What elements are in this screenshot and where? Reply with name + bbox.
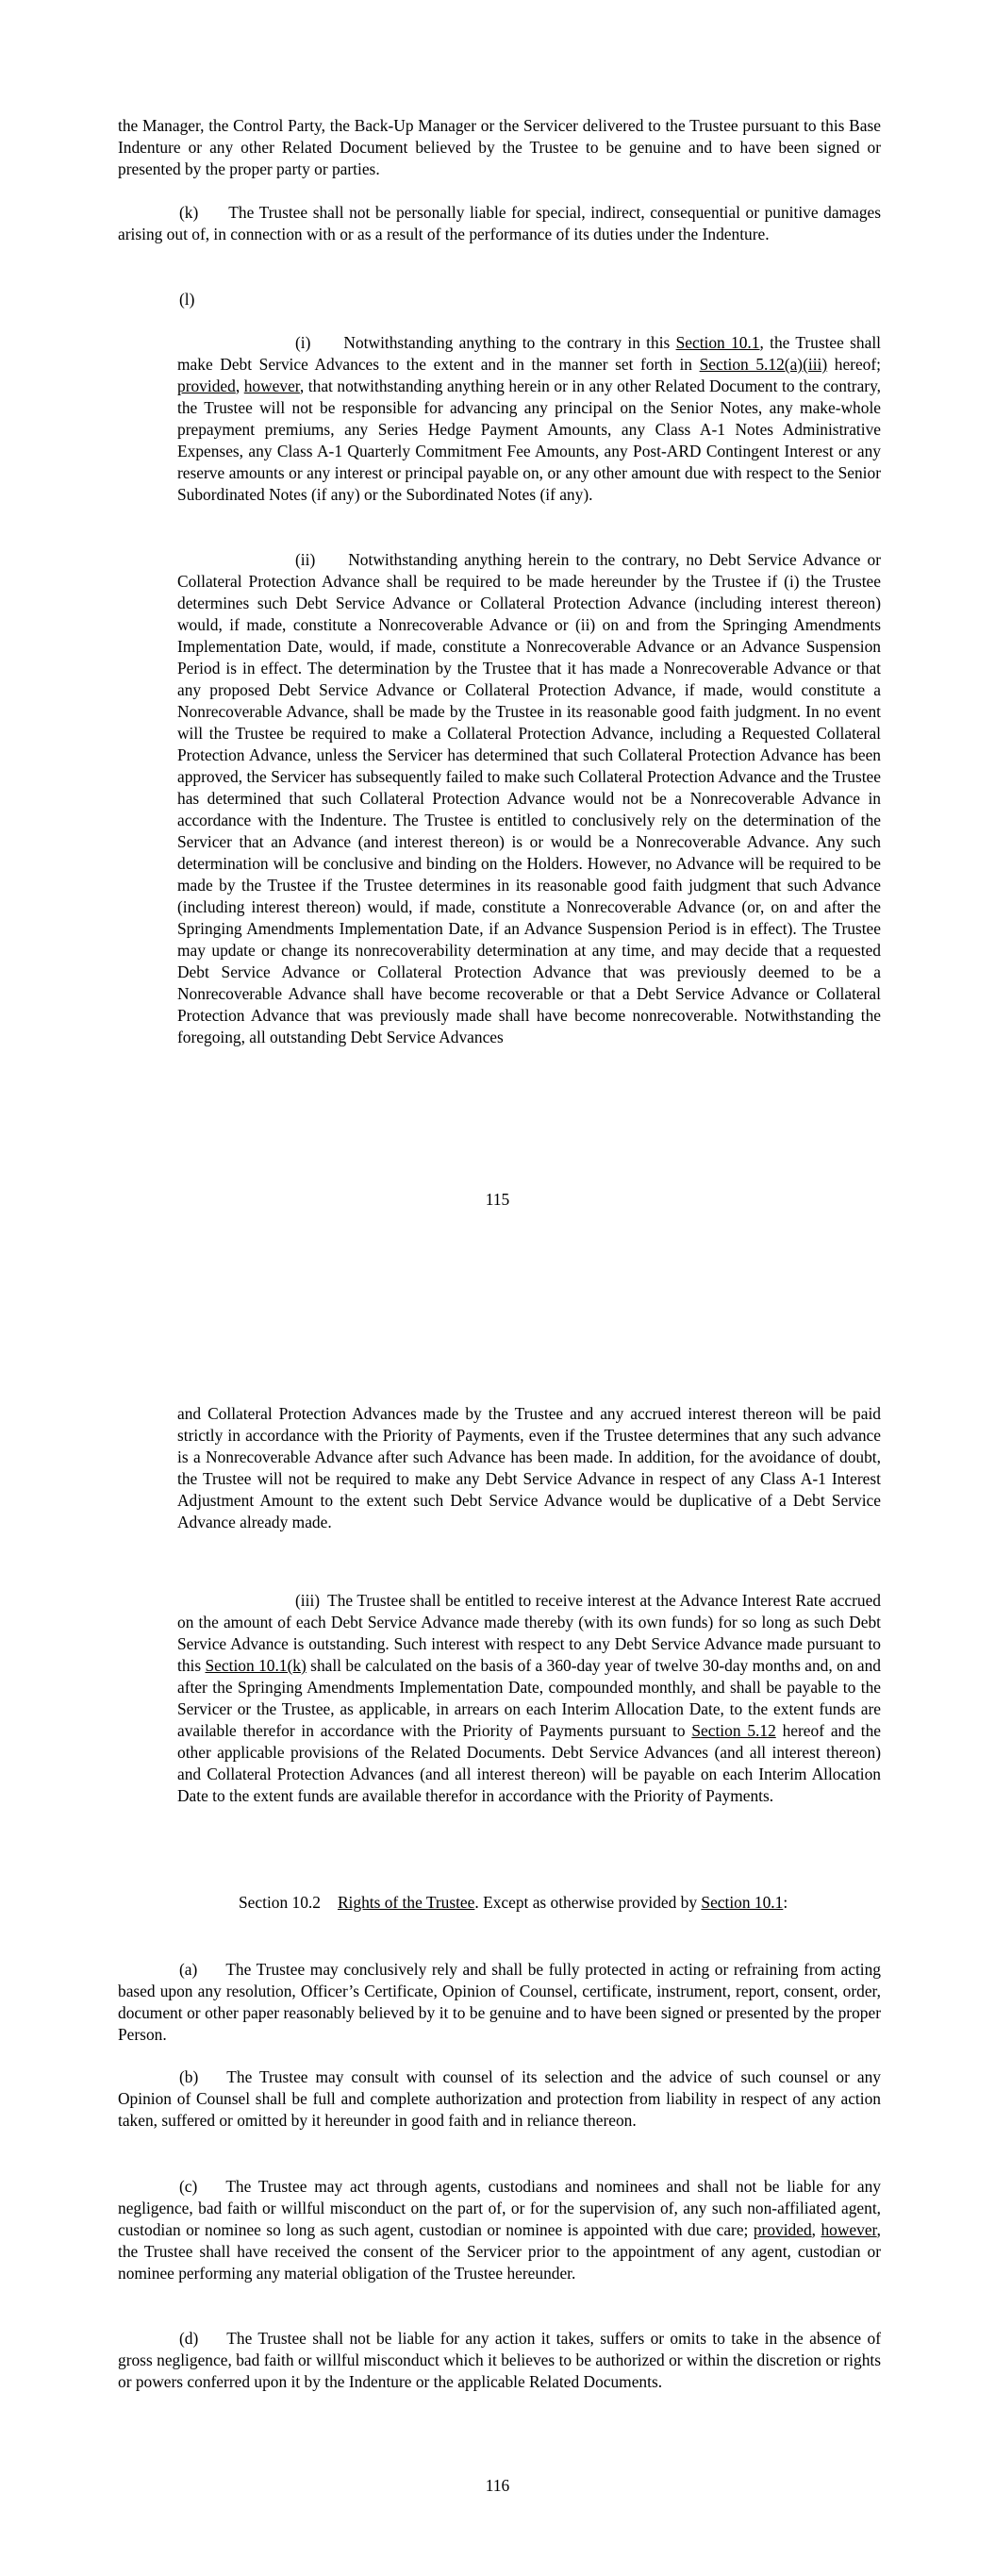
paragraph-l-iii: (iii) The Trustee shall be entitled to receive interest at the Advance Interest Rate accrued on the amount of each Debt Service Advance made thereby (with its own funds) for so long as such Debt Service Advance is outstanding. Such interest with respect to any Debt Service Advance made pursuant to this Section 10.1(k) shall be calculated on the basis of a 360-day year of twelve 30-day months and, on and after the Springing Amendments Implementation Date, compounded monthly, and shall be payable to the Servicer or the Trustee, as applicable, in arrears on each Interim Allocation Date, to the extent funds are available therefor in accordance with the Priority of Payments pursuant to Section 5.12 hereof and the other applicable provisions of the Related Documents. Debt Service Advances (and all interest thereon) and Collateral Protection Advances (and all interest thereon) will be payable on each Interim Allocation Date to the extent funds are available therefor in accordance with the Priority of Payments. (177, 1591, 882, 1805)
document-page-116 (0, 1288, 995, 2576)
clause-label-l-i: (i) (295, 333, 311, 352)
however-term: however (821, 2220, 877, 2239)
paragraph-l-ii (177, 549, 881, 1048)
however-term: however (243, 376, 300, 395)
section-title: Rights of the Trustee (337, 1893, 475, 1912)
paragraph-c: (c) The Trustee may act through agents, custodians and nominees and shall not be liable for any negligence, bad faith or willful misconduct on the part of, or for the supervision of, any such non-affiliated agent, custodian or nominee so long as such agent, custodian or nominee is appointed with due care; provided, however, the Trustee shall have received the consent of the Servicer prior to the appointment of any agent, custodian or nominee performing any material obligation of the Trustee hereunder. (118, 2177, 881, 2283)
paragraph-l-i: (i) Notwithstanding anything to the contrary in this Section 10.1, the Trustee shall make Debt Service Advances to the extent and in the manner set forth in Section 5.12(a)(iii) hereof; provided, however, that notwithstanding anything herein or in any other Related Document to the contrary, the Trustee will not be responsible for advancing any principal on the Senior Notes, any make-whole prepayment premiums, any Series Hedge Payment Amounts, any Class A-1 Notes Administrative Expenses, any Class A-1 Quarterly Commitment Fee Amounts, any Post-ARD Contingent Interest or any reserve amounts or any interest or principal payable on, or any other amount due with respect to the Senior Subordinated Notes (if any) or the Subordinated Notes (if any). (177, 333, 882, 504)
paragraph-continuation-116: and Collateral Protection Advances made by the Trustee and any accrued interest thereon will be paid strictly in accordance with the Priority of Payments, even if the Trustee determines that any such advance is a Nonrecoverable Advance after such Advance has been made. In addition, for the avoidance of doubt, the Trustee will not be required to make any Debt Service Advance in respect of any Class A-1 Interest Adjustment Amount to the extent such Debt Service Advance would be duplicative of a Debt Service Advance already made. (177, 1404, 881, 1531)
clause-label-a: (a) (179, 1960, 198, 1979)
paragraph-d (118, 2328, 881, 2393)
clause-label-c: (c) (179, 2177, 198, 2196)
paragraph-a (118, 1959, 881, 2046)
paragraph-continuation-115: the Manager, the Control Party, the Back-Up Manager or the Servicer delivered to the Trustee pursuant to this Base Indenture or any other Related Document believed by the Trustee to be genuine and to have been signed or presented by the proper party or parties. (118, 116, 881, 178)
clause-text-b: The Trustee may consult with counsel of its selection and the advice of such counsel or any Opinion of Counsel shall be full and complete authorization and protection from liability in respect of any action taken, suffered or omitted by it hereunder in good faith and in reliance thereon. (118, 2067, 881, 2130)
section-reference: Section 10.1(k) (205, 1656, 307, 1675)
clause-text-d: The Trustee shall not be liable for any action it takes, suffers or omits to take in the absence of gross negligence, bad faith or willful misconduct which it believes to be authorized or within the discretion or rights or powers conferred upon it by the Indenture or the applicable Related Documents. (118, 2329, 881, 2391)
clause-text-l-ii: Notwithstanding anything herein to the contrary, no Debt Service Advance or Collateral Protection Advance shall be required to be made hereunder by the Trustee if (i) the Trustee determines such Debt Service Advance or Collateral Protection Advance (including interest thereon) would, if made, constitute a Nonrecoverable Advance or (ii) on and from the Springing Amendments Implementation Date, would, if made, constitute a Nonrecoverable Advance or an Advance Suspension Period is in effect. The determination by the Trustee that it has made a Nonrecoverable Advance or that any proposed Debt Service Advance or Collateral Protection Advance, if made, would constitute a Nonrecoverable Advance, shall be made by the Trustee in its reasonable good faith judgment. In no event will the Trustee be required to make a Collateral Protection Advance, including a Requested Collateral Protection Advance, unless the Servicer has determined that such Collateral Protection Advance has been approved, the Servicer has subsequently failed to make such Collateral Protection Advance and the Trustee has determined that such Collateral Protection Advance would not be a Nonrecoverable Advance in accordance with the Indenture. The Trustee is entitled to conclusively rely on the determination of the Servicer that an Advance (and interest thereon) is or would be a Nonrecoverable Advance. Any such determination will be conclusive and binding on the Holders. However, no Advance will be required to be made by the Trustee if the Trustee determines in its reasonable good faith judgment that such Advance (including interest thereon) would, if made, constitute a Nonrecoverable Advance (or, on and after the Springing Amendments Implementation Date, if an Advance Suspension Period is in effect). The Trustee may update or change its nonrecoverability determination at any time, and may decide that a requested Debt Service Advance or Collateral Protection Advance that was previously deemed to be a Nonrecoverable Advance shall have become recoverable or that a Debt Service Advance or Collateral Protection Advance that was previously made shall have become nonrecoverable. Notwithstanding the foregoing, all outstanding Debt Service Advances (177, 550, 881, 1046)
clause-label-l: (l) (179, 290, 195, 309)
section-reference: Section 10.1 (701, 1893, 784, 1912)
provided-term: provided (753, 2220, 812, 2239)
clause-label-b: (b) (179, 2067, 199, 2086)
paragraph-k (118, 202, 881, 245)
section-reference: Section 10.1 (675, 333, 760, 352)
page-number: 115 (485, 1190, 510, 1209)
clause-label-l-iii: (iii) (295, 1591, 321, 1610)
provided-term: provided (177, 376, 236, 395)
paragraph-l (118, 289, 881, 310)
section-reference: Section 5.12(a)(iii) (699, 355, 828, 374)
paragraph-b (118, 2066, 881, 2132)
clause-label-l-ii: (ii) (295, 550, 316, 569)
clause-label-k: (k) (179, 203, 199, 222)
section-number: Section 10.2 (239, 1893, 321, 1912)
clause-label-d: (d) (179, 2329, 199, 2348)
section-10-2-heading: Section 10.2 Rights of the Trustee. Except as otherwise provided by Section 10.1: (239, 1893, 788, 1912)
clause-text-k: The Trustee shall not be personally liable for special, indirect, consequential or punitive damages arising out of, in connection with or as a result of the performance of its duties under the Indenture. (118, 203, 881, 243)
section-reference: Section 5.12 (691, 1721, 776, 1740)
clause-text-a: The Trustee may conclusively rely and shall be fully protected in acting or refraining from acting based upon any resolution, Officer’s Certificate, Opinion of Counsel, certificate, instrument, report, consent, order, document or other paper reasonably believed by it to be genuine and to have been signed or presented by the proper Person. (118, 1960, 881, 2044)
page-number: 116 (485, 2476, 510, 2495)
